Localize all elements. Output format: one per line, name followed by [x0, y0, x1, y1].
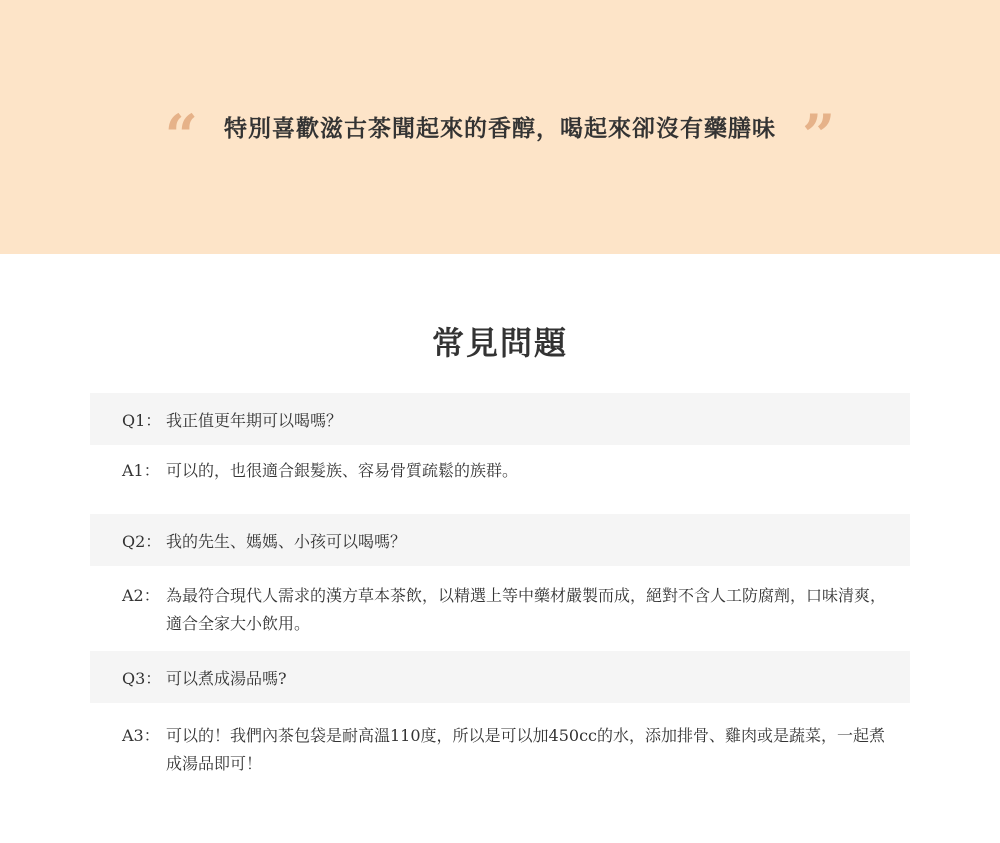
question-text: 我的先生、媽媽、小孩可以喝嗎？: [166, 531, 407, 551]
open-quote-icon: “: [164, 107, 198, 151]
faq-question-3: [90, 651, 910, 703]
testimonial-quote: [0, 96, 1000, 156]
answer-text: 可以的！我們內茶包袋是耐高溫110度，所以是可以加450cc的水，添加排骨、雞肉或是蔬菜，一起煮成湯品即可！: [166, 726, 886, 773]
faq-answer-2: [90, 582, 910, 638]
answer-text: 為最符合現代人需求的漢方草本茶飲，以精選上等中藥材嚴製而成，絕對不含人工防腐劑，口味清爽，適合全家大小飲用。: [166, 586, 887, 633]
faq-title: 常見問題: [431, 324, 568, 362]
faq-question-1: [90, 393, 910, 445]
testimonial-text: 特別喜歡滋古茶聞起來的香醇，喝起來卻沒有藥膳味: [224, 114, 776, 142]
close-quote-icon: ”: [802, 107, 836, 151]
question-label: Q3：: [122, 668, 162, 688]
faq-answer-3: [90, 722, 910, 778]
question-label: Q2：: [122, 531, 162, 551]
faq-question-2: [90, 514, 910, 566]
question-text: 可以煮成湯品嗎?: [166, 668, 287, 688]
question-text: 我正值更年期可以喝嗎？: [166, 410, 343, 430]
faq-answer-1: [90, 457, 910, 485]
answer-label: A2：: [122, 586, 160, 605]
answer-label: A1：: [122, 461, 160, 480]
testimonial-banner: [0, 0, 1000, 254]
question-label: Q1：: [122, 410, 162, 430]
answer-text: 可以的，也很適合銀髮族、容易骨質疏鬆的族群。: [166, 461, 519, 480]
answer-label: A3：: [122, 726, 160, 745]
